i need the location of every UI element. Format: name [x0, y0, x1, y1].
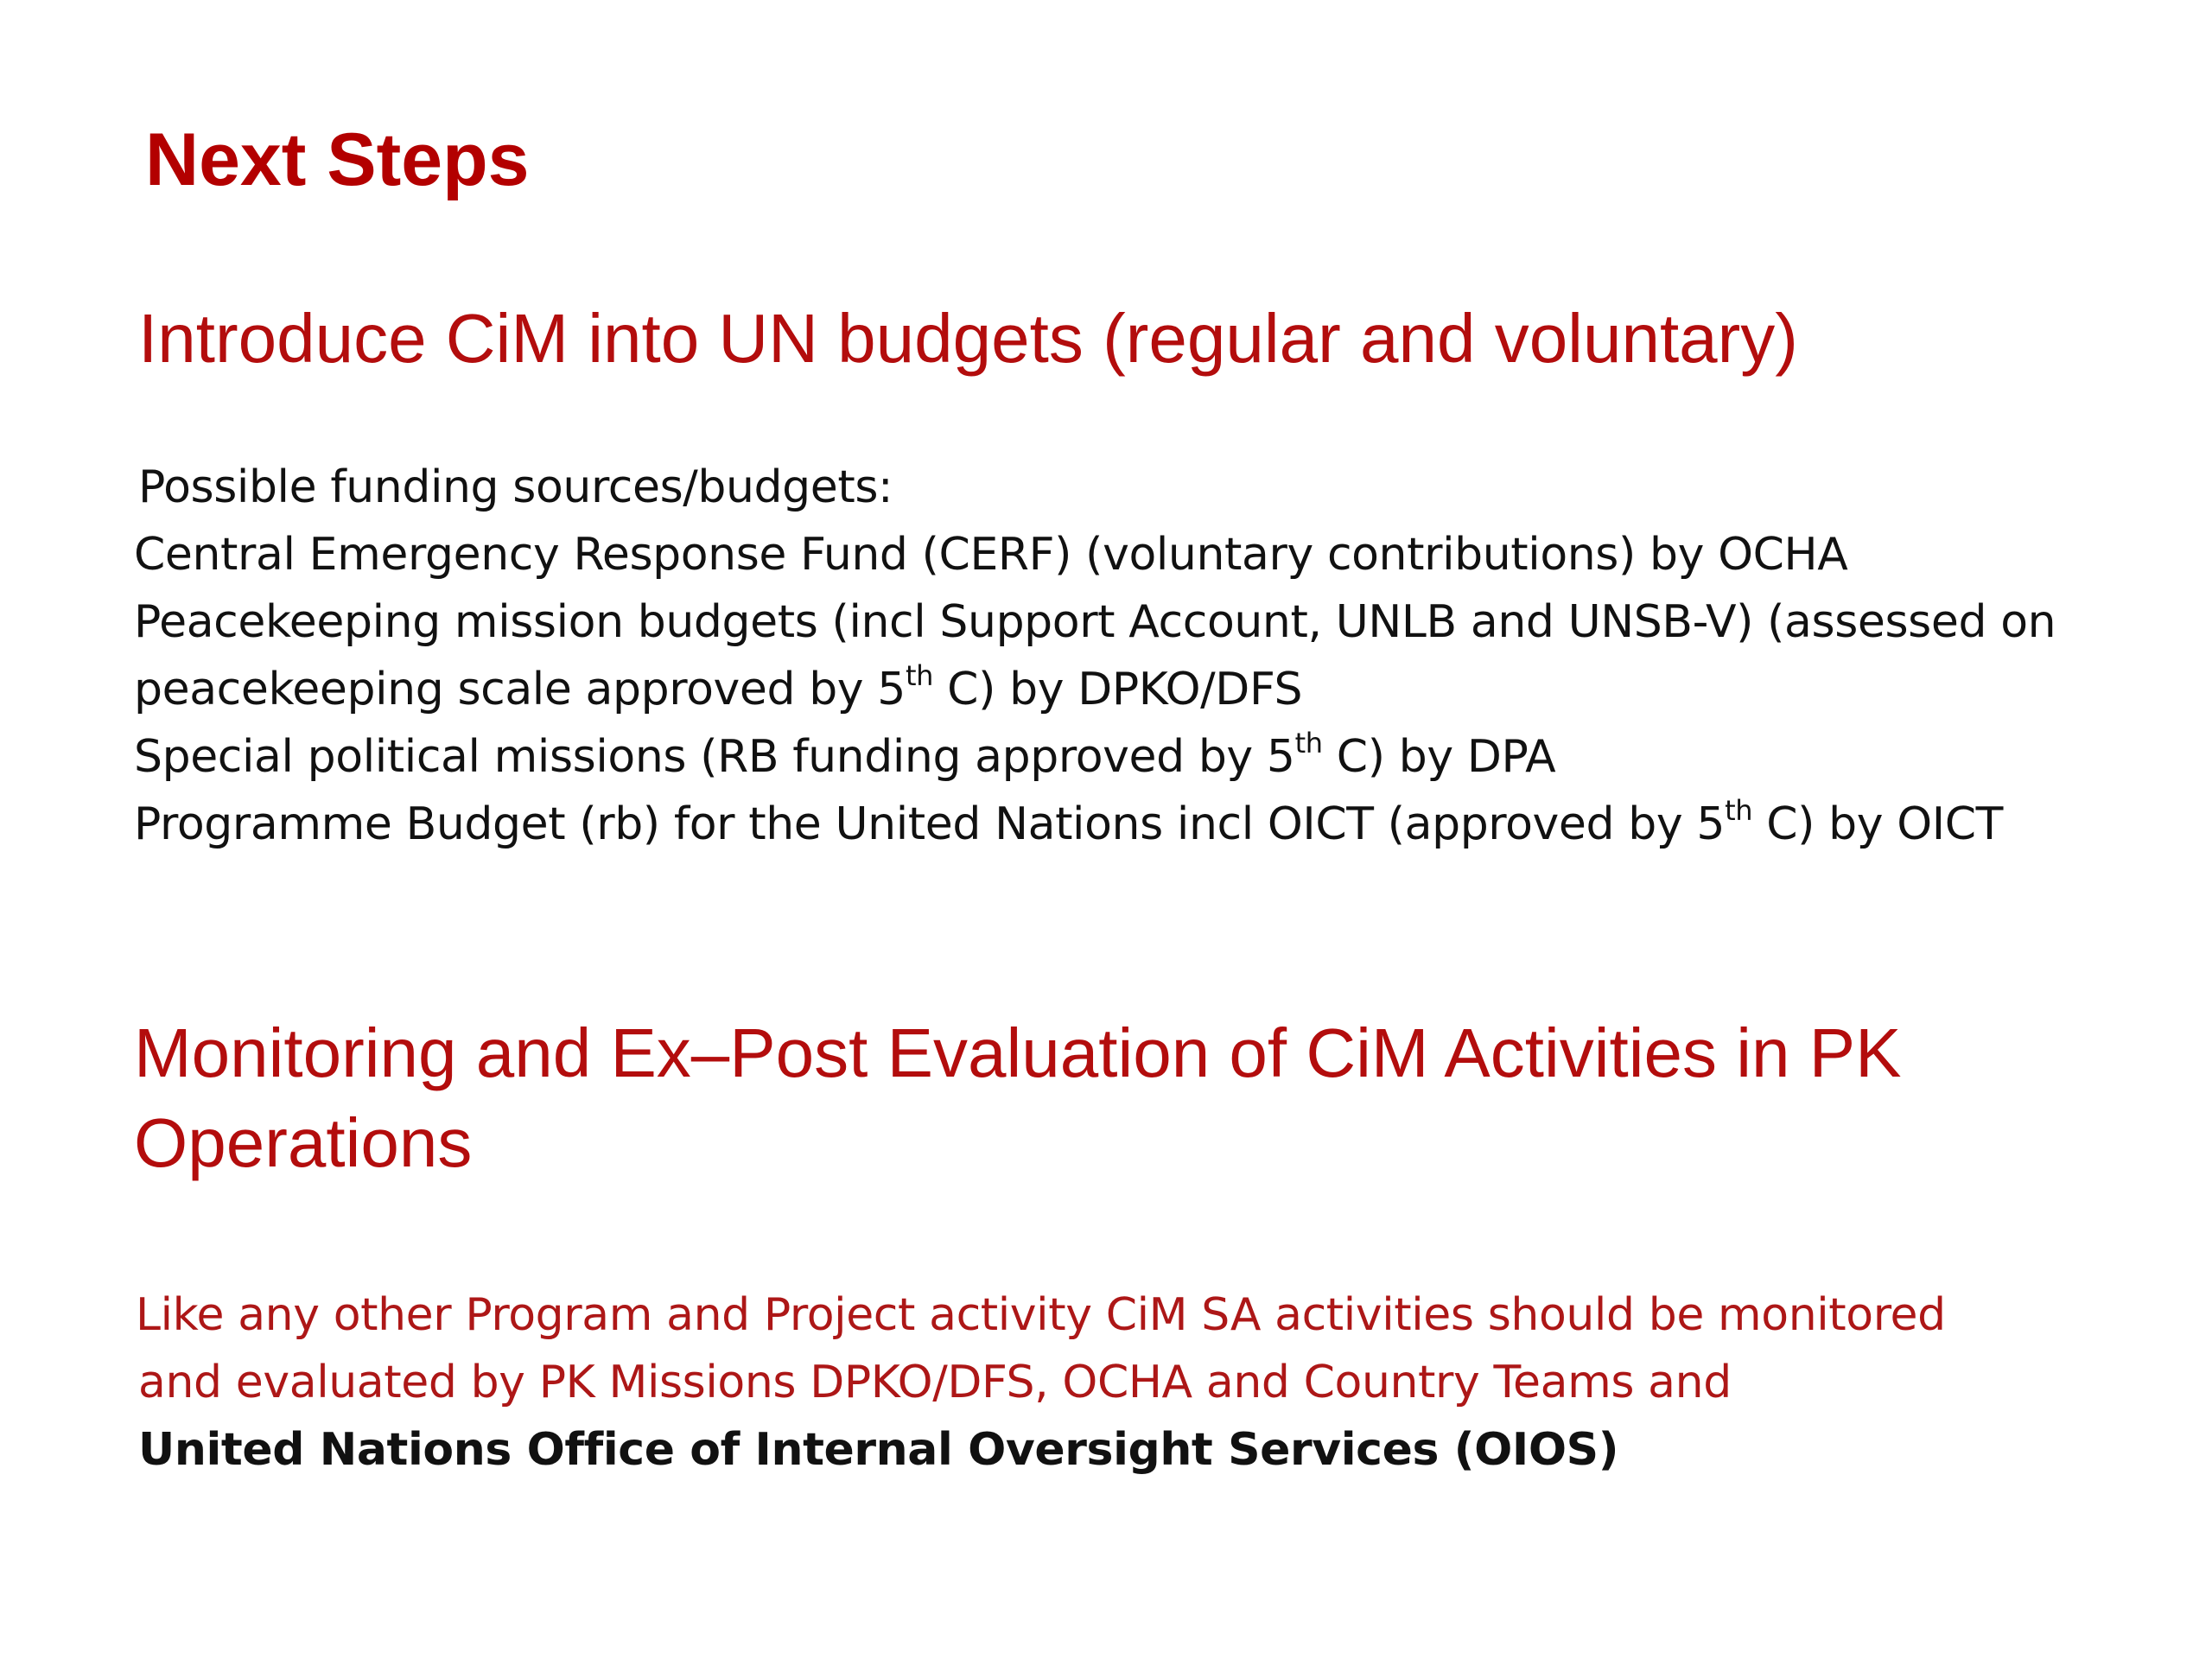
funding-source-item-text: C) by DPKO/DFS	[933, 664, 1303, 715]
funding-source-item-text: C) by OICT	[1752, 798, 2003, 850]
section-heading-budgets: Introduce CiM into UN budgets (regular and voluntary)	[138, 300, 1798, 377]
funding-source-item: Peacekeeping mission budgets (incl Support Account, UNLB and UNSB-V) (assessed on	[134, 596, 2056, 648]
funding-source-item	[134, 656, 2056, 723]
funding-source-item-text: Special political missions (RB funding approved by 5	[134, 731, 1295, 783]
funding-source-item-text: Programme Budget (rb) for the United Nations incl OICT (approved by 5	[134, 798, 1726, 850]
funding-source-item: Central Emergency Response Fund (CERF) (voluntary contributions) by OCHA	[134, 529, 1848, 581]
funding-source-item-text: C) by DPA	[1322, 731, 1556, 783]
funding-source-item	[134, 723, 2056, 791]
monitoring-text-line: Like any other Program and Project activity CiM SA activities should be monitored	[136, 1289, 1946, 1341]
monitoring-block	[136, 1281, 1946, 1484]
section-heading-monitoring-line: Operations	[134, 1104, 473, 1181]
monitoring-text-line: and evaluated by PK Missions DPKO/DFS, OCHA and Country Teams and	[138, 1357, 1732, 1408]
oios-emphasis-line: United Nations Office of Internal Oversight Services (OIOS)	[138, 1424, 1619, 1476]
funding-sources-block	[134, 454, 2056, 858]
funding-source-item-text: peacekeeping scale approved by 5	[134, 664, 906, 715]
section-heading-monitoring-line: Monitoring and Ex–Post Evaluation of CiM Activities in PK	[134, 1014, 1902, 1091]
ordinal-suffix: th	[1294, 727, 1323, 760]
funding-source-item	[134, 791, 2056, 858]
funding-sources-intro: Possible funding sources/budgets:	[138, 461, 893, 513]
section-heading-monitoring	[134, 1008, 1901, 1188]
slide-title: Next Steps	[145, 118, 530, 201]
ordinal-suffix: th	[1725, 794, 1753, 827]
ordinal-suffix: th	[906, 659, 934, 692]
